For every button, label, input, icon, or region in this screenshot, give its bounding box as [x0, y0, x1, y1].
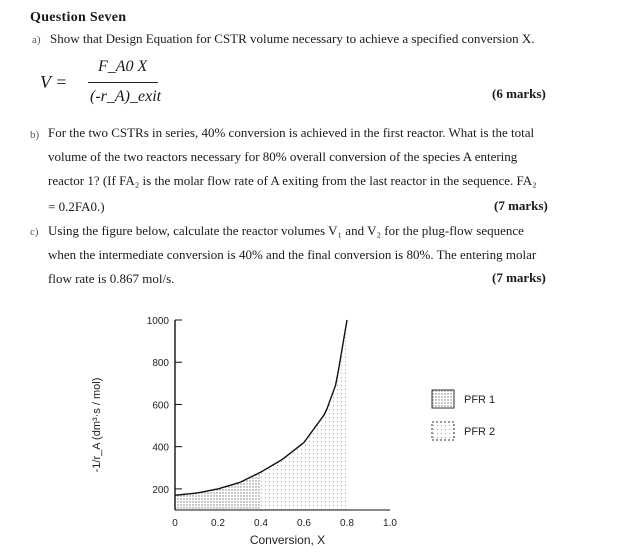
part-b-label: b) — [30, 129, 40, 141]
x-axis-label: Conversion, X — [249, 533, 326, 547]
x-tick-label: 1.0 — [383, 518, 397, 529]
equation-lhs: V = — [40, 72, 68, 92]
part-b-line-1: For the two CSTRs in series, 40% conversion is achieved in the first reactor. What is the total — [48, 125, 535, 140]
equation-numerator: F_A0 X — [98, 58, 148, 75]
part-c-label: c) — [30, 226, 39, 238]
part-c-marks: (7 marks) — [492, 270, 546, 285]
equation-fraction-bar — [88, 82, 158, 83]
x-tick-label: 0 — [172, 518, 178, 529]
part-b-line-2: volume of the two reactors necessary for 80% overall conversion of the species A entering — [48, 149, 518, 164]
part-a-text: Show that Design Equation for CSTR volume necessary to achieve a specified conversion X. — [50, 31, 535, 46]
part-c-line-1: Using the figure below, calculate the reactor volumes V₁ and V₂ for the plug-flow sequence — [48, 223, 524, 238]
y-tick-label: 800 — [152, 358, 169, 370]
region-pfr-2 — [261, 320, 347, 510]
legend-label-2: PFR 2 — [464, 426, 496, 438]
y-tick-label: 400 — [152, 442, 169, 454]
part-c-line-2: when the intermediate conversion is 40% and the final conversion is 80%. The entering molar — [48, 247, 537, 262]
y-tick-label: 600 — [152, 400, 169, 412]
x-tick-label: 0.6 — [297, 518, 311, 529]
question-title: Question Seven — [30, 10, 127, 25]
y-tick-label: 1000 — [146, 316, 169, 327]
equation-denominator: (-r_A)_exit — [90, 88, 162, 105]
legend-label-1: PFR 1 — [464, 394, 496, 406]
part-a-marks: (6 marks) — [492, 86, 546, 101]
part-b-line-4: = 0.2FA0.) — [48, 199, 105, 214]
part-b-line-3: reactor 1? (If FA₂ is the molar flow rate of A exiting from the last reactor in the sequence. FA₂ — [48, 173, 537, 188]
part-b-marks: (7 marks) — [494, 198, 548, 213]
part-c-line-3: flow rate is 0.867 mol/s. — [48, 271, 175, 286]
part-a-label: a) — [32, 34, 41, 46]
legend-swatch-2 — [432, 422, 454, 440]
levenspiel-plot — [0, 300, 619, 559]
y-axis-label: -1/r_A (dm³·s / mol) — [91, 377, 103, 473]
y-tick-label: 200 — [152, 484, 169, 496]
x-tick-label: 0.2 — [211, 518, 225, 529]
x-tick-label: 0.4 — [254, 518, 268, 529]
legend-swatch-1 — [432, 390, 454, 408]
x-tick-label: 0.8 — [340, 518, 354, 529]
